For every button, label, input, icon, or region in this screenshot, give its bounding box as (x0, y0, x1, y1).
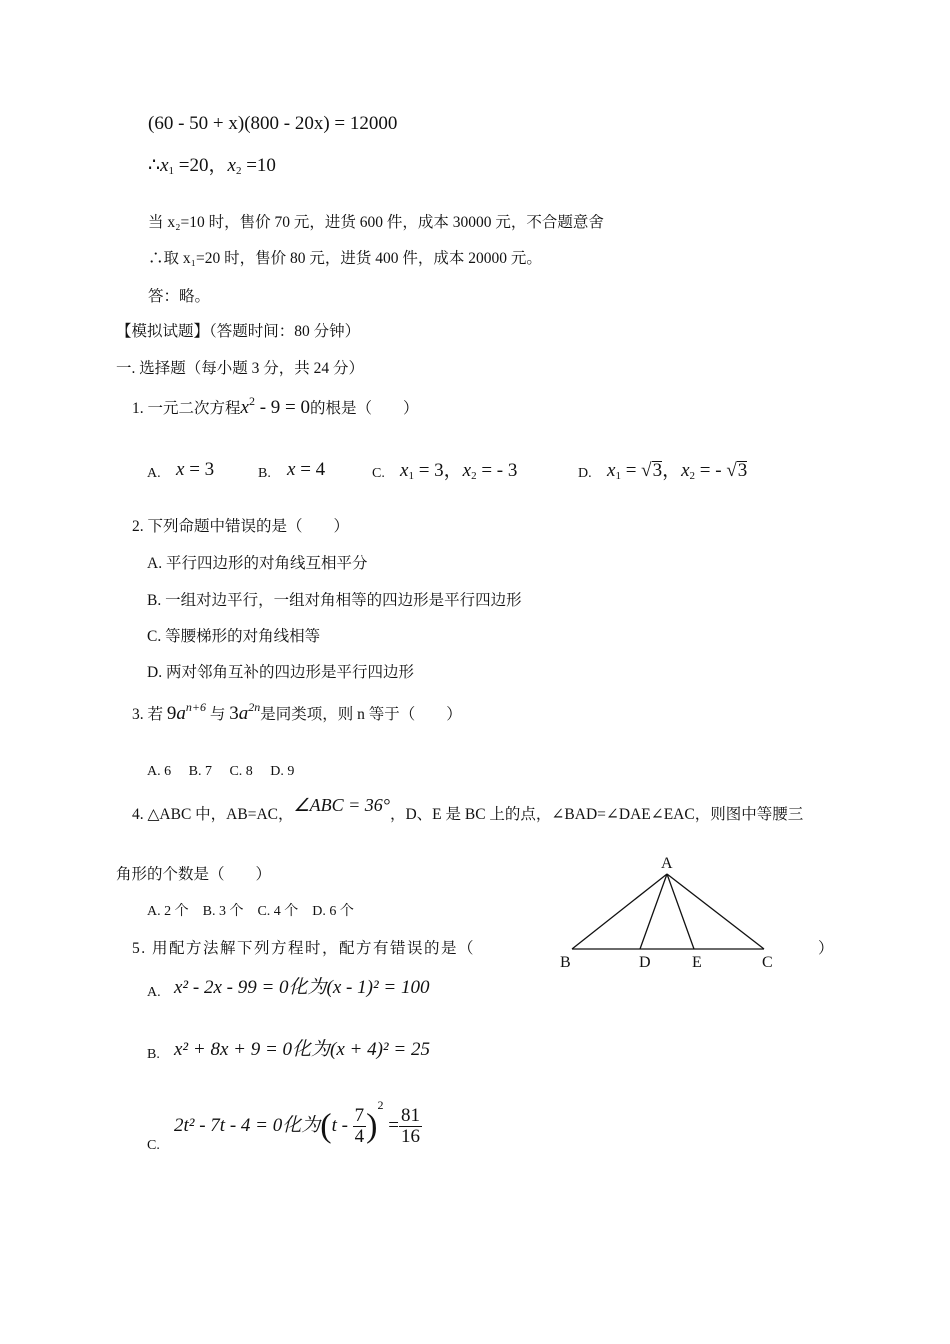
solution-equation: (60 - 50 + x)(800 - 20x) = 12000 (148, 113, 398, 134)
triangle-figure (550, 850, 790, 975)
question-1: 1. 一元二次方程$x^2 - 9 = 0$的根是（ ） (132, 394, 419, 418)
q1-option-d[interactable]: D. (578, 466, 592, 481)
question-5-close: ） (818, 940, 834, 957)
solution-case-2: ∴取 x₁=20 时，售价 80 元，进货 400 件，成本 20000 元。 (148, 250, 542, 267)
q2-option-d[interactable]: D. 两对邻角互补的四边形是平行四边形 (147, 664, 414, 681)
q2-option-b[interactable]: B. 一组对边平行，一组对角相等的四边形是平行四边形 (147, 592, 522, 609)
q1-option-a[interactable]: A. (147, 466, 161, 481)
q5-option-c-math: 2t² - 7t - 4 = 0化为(t - $\frac{7}{4}$ )$^2$ = $\frac{81}{16}$ (174, 1098, 420, 1148)
q1-option-c-math: $x_1 = 3$，$x_2$ = - 3 (400, 460, 518, 482)
label-a: A (661, 855, 673, 872)
section-title: 【模拟试题】（答题时间：80 分钟） (116, 323, 361, 340)
label-c: C (762, 954, 773, 971)
q1-option-a-math: x = 3 (176, 459, 215, 480)
q5-option-c[interactable]: C. (147, 1138, 160, 1153)
label-d: D (639, 954, 651, 971)
part-title: 一. 选择题（每小题 3 分，共 24 分） (116, 360, 365, 377)
solution-case-1: 当 x₂=10 时，售价 70 元，进货 600 件，成本 30000 元，不合题意舍 (148, 214, 604, 231)
q5-option-a-math: x² - 2x - 99 = 0化为(x - 1)² = 100 (174, 977, 430, 998)
solution-roots: $\therefore x_1 =20$，$x_2 =10$ (148, 155, 276, 177)
q5-option-b-math: x² + 8x + 9 = 0化为(x + 4)² = 25 (174, 1039, 430, 1060)
label-e: E (692, 954, 702, 971)
q1-option-b-math: x = 4 (287, 459, 326, 480)
q2-option-a[interactable]: A. 平行四边形的对角线互相平分 (147, 555, 368, 572)
q2-option-c[interactable]: C. 等腰梯形的对角线相等 (147, 628, 321, 645)
q1-option-c[interactable]: C. (372, 466, 385, 481)
question-4-line2: 角形的个数是（ ） (116, 866, 272, 883)
q5-option-a[interactable]: A. (147, 985, 161, 1000)
q5-option-b[interactable]: B. (147, 1047, 160, 1062)
q4-options[interactable]: A. 2 个 B. 3 个 C. 4 个 D. 6 个 (147, 904, 354, 919)
question-5: 5. 用配方法解下列方程时，配方有错误的是（ (132, 940, 476, 957)
q1-option-b[interactable]: B. (258, 466, 271, 481)
label-b: B (560, 954, 571, 971)
question-4: 4. △ABC 中，AB=AC，∠ABC = 36°，D、E 是 BC 上的点，∠BAD=∠DAE∠EAC，则图中等腰三 (132, 795, 804, 823)
q1-option-d-math: $x_1 = √3$，$x_2$ = - √3 (607, 460, 748, 482)
solution-answer: 答：略。 (148, 288, 211, 305)
edge-ac (667, 874, 764, 949)
q3-options[interactable]: A. 6 B. 7 C. 8 D. 9 (147, 764, 295, 779)
question-3: 3. 若 $9a^{n+6}$ 与 $3a^{2n}$是同类项，则 n 等于（ ） (132, 700, 462, 724)
question-2: 2. 下列命题中错误的是（ ） (132, 518, 350, 535)
edge-ab (572, 874, 667, 949)
